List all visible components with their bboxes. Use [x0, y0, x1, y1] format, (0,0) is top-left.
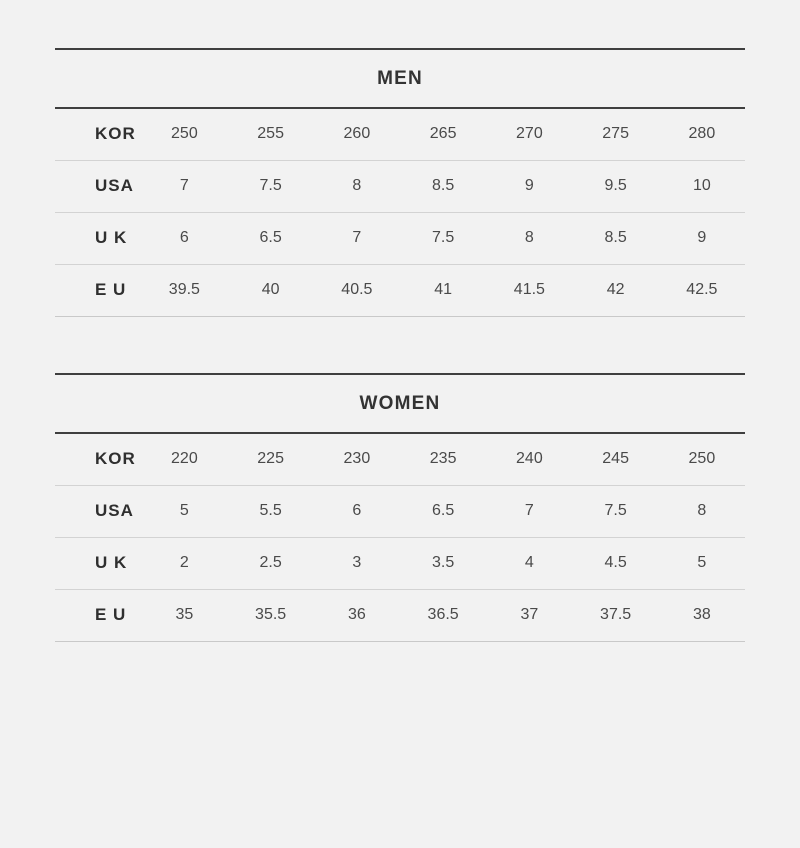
table-cell: 3 [314, 538, 400, 590]
table-cell: 4.5 [573, 538, 659, 590]
table-cell: 36 [314, 590, 400, 642]
table-row [55, 108, 745, 161]
size-table-men [55, 48, 745, 317]
row-label: U K [55, 538, 141, 590]
table-cell: 37.5 [573, 590, 659, 642]
table-row [55, 161, 745, 213]
table-cell: 7 [486, 486, 572, 538]
row-label: E U [55, 590, 141, 642]
table-row [55, 590, 745, 642]
table-cell: 5.5 [228, 486, 314, 538]
table-cell: 5 [659, 538, 745, 590]
row-label: E U [55, 265, 141, 317]
table-cell: 6 [314, 486, 400, 538]
table-cell: 265 [400, 108, 486, 161]
table-cell: 35 [141, 590, 227, 642]
row-label: U K [55, 213, 141, 265]
table-row [55, 265, 745, 317]
table-title-row [55, 374, 745, 433]
table-cell: 6 [141, 213, 227, 265]
table-cell: 230 [314, 433, 400, 486]
table-cell: 38 [659, 590, 745, 642]
table-cell: 8 [314, 161, 400, 213]
table-cell: 225 [228, 433, 314, 486]
men-size-table [55, 48, 745, 317]
table-cell: 260 [314, 108, 400, 161]
table-cell: 41.5 [486, 265, 572, 317]
table-title: WOMEN [55, 374, 745, 433]
row-label: KOR [55, 108, 141, 161]
table-cell: 37 [486, 590, 572, 642]
table-cell: 2.5 [228, 538, 314, 590]
row-label: USA [55, 161, 141, 213]
table-cell: 40 [228, 265, 314, 317]
table-cell: 270 [486, 108, 572, 161]
table-cell: 42 [573, 265, 659, 317]
table-cell: 250 [141, 108, 227, 161]
table-cell: 6.5 [228, 213, 314, 265]
table-cell: 7 [314, 213, 400, 265]
table-row [55, 486, 745, 538]
table-cell: 7 [141, 161, 227, 213]
table-cell: 280 [659, 108, 745, 161]
table-row [55, 433, 745, 486]
table-cell: 9 [486, 161, 572, 213]
table-cell: 10 [659, 161, 745, 213]
table-cell: 8.5 [400, 161, 486, 213]
table-cell: 8 [486, 213, 572, 265]
table-cell: 275 [573, 108, 659, 161]
table-cell: 235 [400, 433, 486, 486]
table-cell: 36.5 [400, 590, 486, 642]
table-cell: 7.5 [573, 486, 659, 538]
size-chart-page [0, 48, 800, 848]
women-size-table [55, 373, 745, 642]
table-cell: 250 [659, 433, 745, 486]
table-cell: 245 [573, 433, 659, 486]
table-title: MEN [55, 49, 745, 108]
table-cell: 2 [141, 538, 227, 590]
table-cell: 220 [141, 433, 227, 486]
table-cell: 7.5 [400, 213, 486, 265]
table-cell: 255 [228, 108, 314, 161]
table-cell: 40.5 [314, 265, 400, 317]
table-cell: 7.5 [228, 161, 314, 213]
table-cell: 5 [141, 486, 227, 538]
row-label: USA [55, 486, 141, 538]
table-cell: 9 [659, 213, 745, 265]
table-cell: 8.5 [573, 213, 659, 265]
row-label: KOR [55, 433, 141, 486]
table-cell: 240 [486, 433, 572, 486]
table-cell: 4 [486, 538, 572, 590]
table-cell: 41 [400, 265, 486, 317]
table-cell: 35.5 [228, 590, 314, 642]
table-row [55, 538, 745, 590]
table-row [55, 213, 745, 265]
table-title-row [55, 49, 745, 108]
table-cell: 9.5 [573, 161, 659, 213]
table-cell: 6.5 [400, 486, 486, 538]
table-cell: 39.5 [141, 265, 227, 317]
table-cell: 3.5 [400, 538, 486, 590]
table-cell: 8 [659, 486, 745, 538]
size-table-women [55, 373, 745, 642]
table-cell: 42.5 [659, 265, 745, 317]
